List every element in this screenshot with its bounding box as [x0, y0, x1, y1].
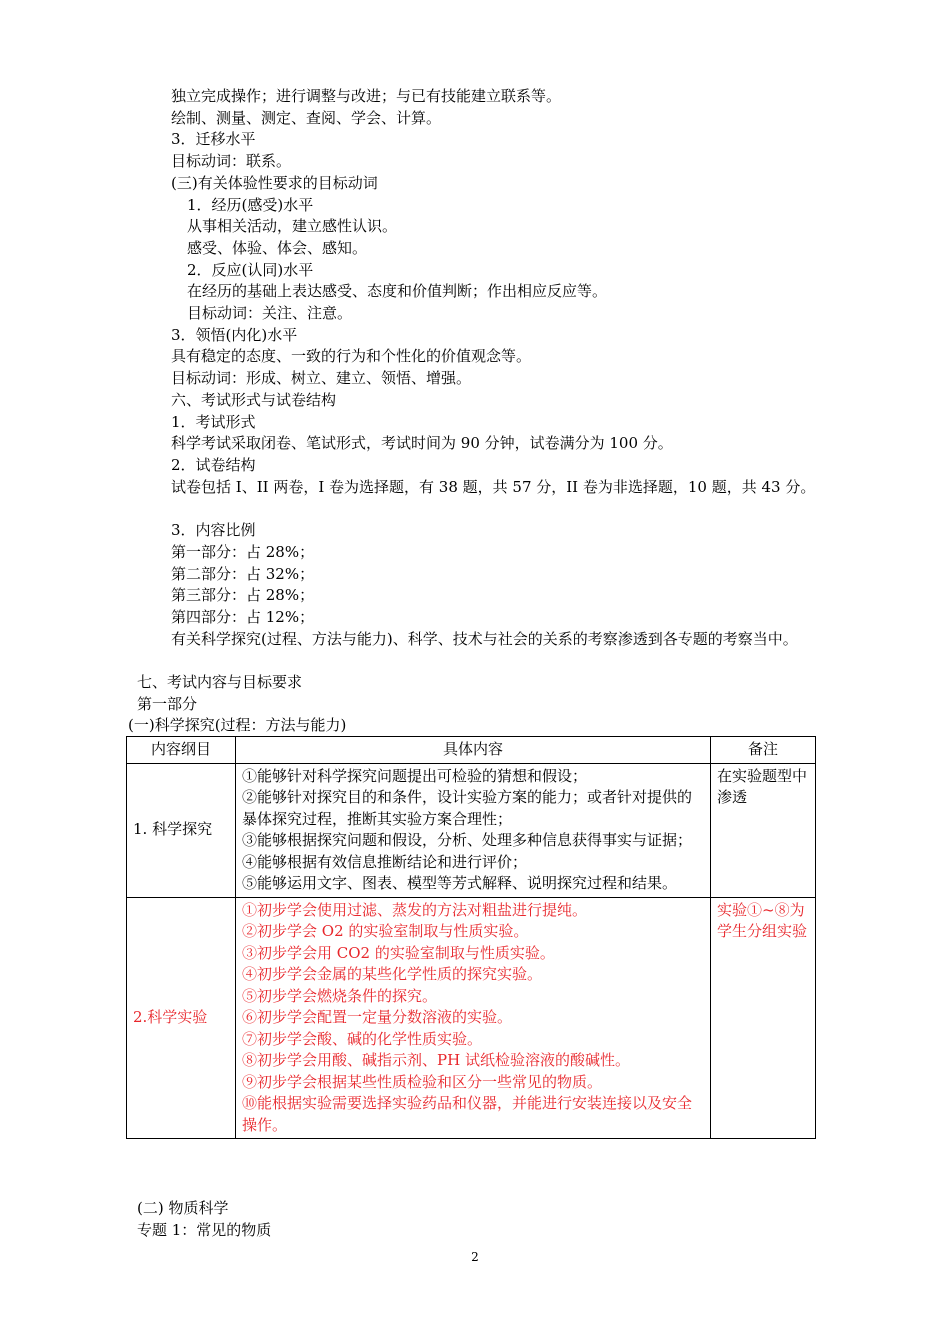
- list-item: ⑨初步学会根据某些性质检验和区分一些常见的物质。: [242, 1072, 603, 1091]
- paragraph: 有关科学探究(过程、方法与能力)、科学、技术与社会的关系的考察渗透到各专题的考察当中。: [171, 630, 798, 648]
- heading-3: 3．内容比例: [171, 521, 256, 539]
- list-item: ②初步学会 O2 的实验室制取与性质实验。: [242, 922, 529, 940]
- header-cell: 内容纲目: [127, 737, 236, 764]
- topic-heading: 专题 1：常见的物质: [137, 1221, 272, 1239]
- section-heading: (三)有关体验性要求的目标动词: [171, 174, 378, 192]
- heading-3: 2．反应(认同)水平: [187, 261, 314, 279]
- list-item: ③初步学会用 CO2 的实验室制取与性质实验。: [242, 943, 555, 962]
- heading-3: 3．迁移水平: [171, 130, 256, 148]
- list-item: ⑩能根据实验需要选择实验药品和仪器，并能进行安装连接以及安全操作。: [242, 1094, 693, 1134]
- text-line: 独立完成操作；进行调整与改进；与已有技能建立联系等。: [171, 87, 562, 105]
- part-heading: 第一部分: [137, 695, 198, 713]
- text-line: 目标动词：关注、注意。: [187, 304, 353, 322]
- list-item: ⑥初步学会配置一定量分数溶液的实验。: [242, 1008, 513, 1026]
- list-item: ⑧初步学会用酸、碱指示剂、PH 试纸检验溶液的酸碱性。: [242, 1051, 630, 1069]
- list-item: ⑦初步学会酸、碱的化学性质实验。: [242, 1029, 483, 1048]
- content-table: [126, 736, 816, 1139]
- text-line: 在经历的基础上表达感受、态度和价值判断；作出相应反应等。: [187, 282, 608, 300]
- table-row: [127, 897, 816, 1139]
- subsection-heading: (一)科学探究(过程：方法与能力): [128, 716, 347, 734]
- heading-3: 1．考试形式: [171, 413, 256, 431]
- text-line: 绘制、测量、测定、查阅、学会、计算。: [171, 109, 442, 127]
- table-header-row: [127, 737, 816, 764]
- heading-3: 3．领悟(内化)水平: [171, 326, 298, 344]
- list-item: ⑤能够运用文字、图表、模型等芳式解释、说明探究过程和结果。: [242, 874, 678, 892]
- text-line: 第四部分：占 12%；: [171, 608, 315, 626]
- row-content: [236, 763, 711, 897]
- paragraph: 试卷包括 I、II 两卷，I 卷为选择题，有 38 题，共 57 分，II 卷为非选择题，10 题，共 43 分。: [171, 478, 816, 496]
- text-line: 目标动词：形成、树立、建立、领悟、增强。: [171, 369, 472, 387]
- subsection-heading: (二) 物质科学: [137, 1199, 229, 1217]
- list-item: ②能够针对探究目的和条件，设计实验方案的能力；或者针对提供的暴体探究过程，推断其实验方案合理性；: [242, 788, 693, 828]
- section-heading: 六、考试形式与试卷结构: [171, 391, 337, 409]
- heading-3: 1．经历(感受)水平: [187, 196, 314, 214]
- table-row: [127, 763, 816, 897]
- list-item: ④能够根据有效信息推断结论和进行评价；: [242, 852, 528, 871]
- row-note: 在实验题型中渗透: [711, 763, 816, 897]
- list-item: ④初步学会金属的某些化学性质的探究实验。: [242, 965, 543, 983]
- header-cell: 备注: [711, 737, 816, 764]
- section-heading: 七、考试内容与目标要求: [137, 673, 303, 691]
- text-line: 感受、体验、体会、感知。: [187, 239, 368, 257]
- list-item: ⑤初步学会燃烧条件的探究。: [242, 986, 438, 1005]
- heading-3: 2．试卷结构: [171, 456, 256, 474]
- text-line: 从事相关活动，建立感性认识。: [187, 217, 398, 235]
- list-item: ①能够针对科学探究问题提出可检验的猜想和假设；: [242, 766, 588, 785]
- text-line: 目标动词：联系。: [171, 152, 292, 170]
- list-item: ①初步学会使用过滤、蒸发的方法对粗盐进行提纯。: [242, 900, 588, 919]
- text-line: 科学考试采取闭卷、笔试形式，考试时间为 90 分钟，试卷满分为 100 分。: [171, 434, 673, 452]
- page-number: 2: [471, 1250, 479, 1264]
- text-line: 具有稳定的态度、一致的行为和个性化的价值观念等。: [171, 347, 532, 365]
- text-line: 第二部分：占 32%；: [171, 565, 315, 583]
- row-label: 2.科学实验: [127, 897, 236, 1139]
- header-cell: 具体内容: [236, 737, 711, 764]
- list-item: ③能够根据探究问题和假设，分析、处理多种信息获得事实与证据；: [242, 831, 693, 849]
- text-line: 第三部分：占 28%；: [171, 586, 315, 604]
- text-line: 第一部分：占 28%；: [171, 543, 315, 561]
- row-content: [236, 897, 711, 1139]
- row-label: 1. 科学探究: [127, 763, 236, 897]
- row-note: 实验①~⑧为学生分组实验: [711, 897, 816, 1139]
